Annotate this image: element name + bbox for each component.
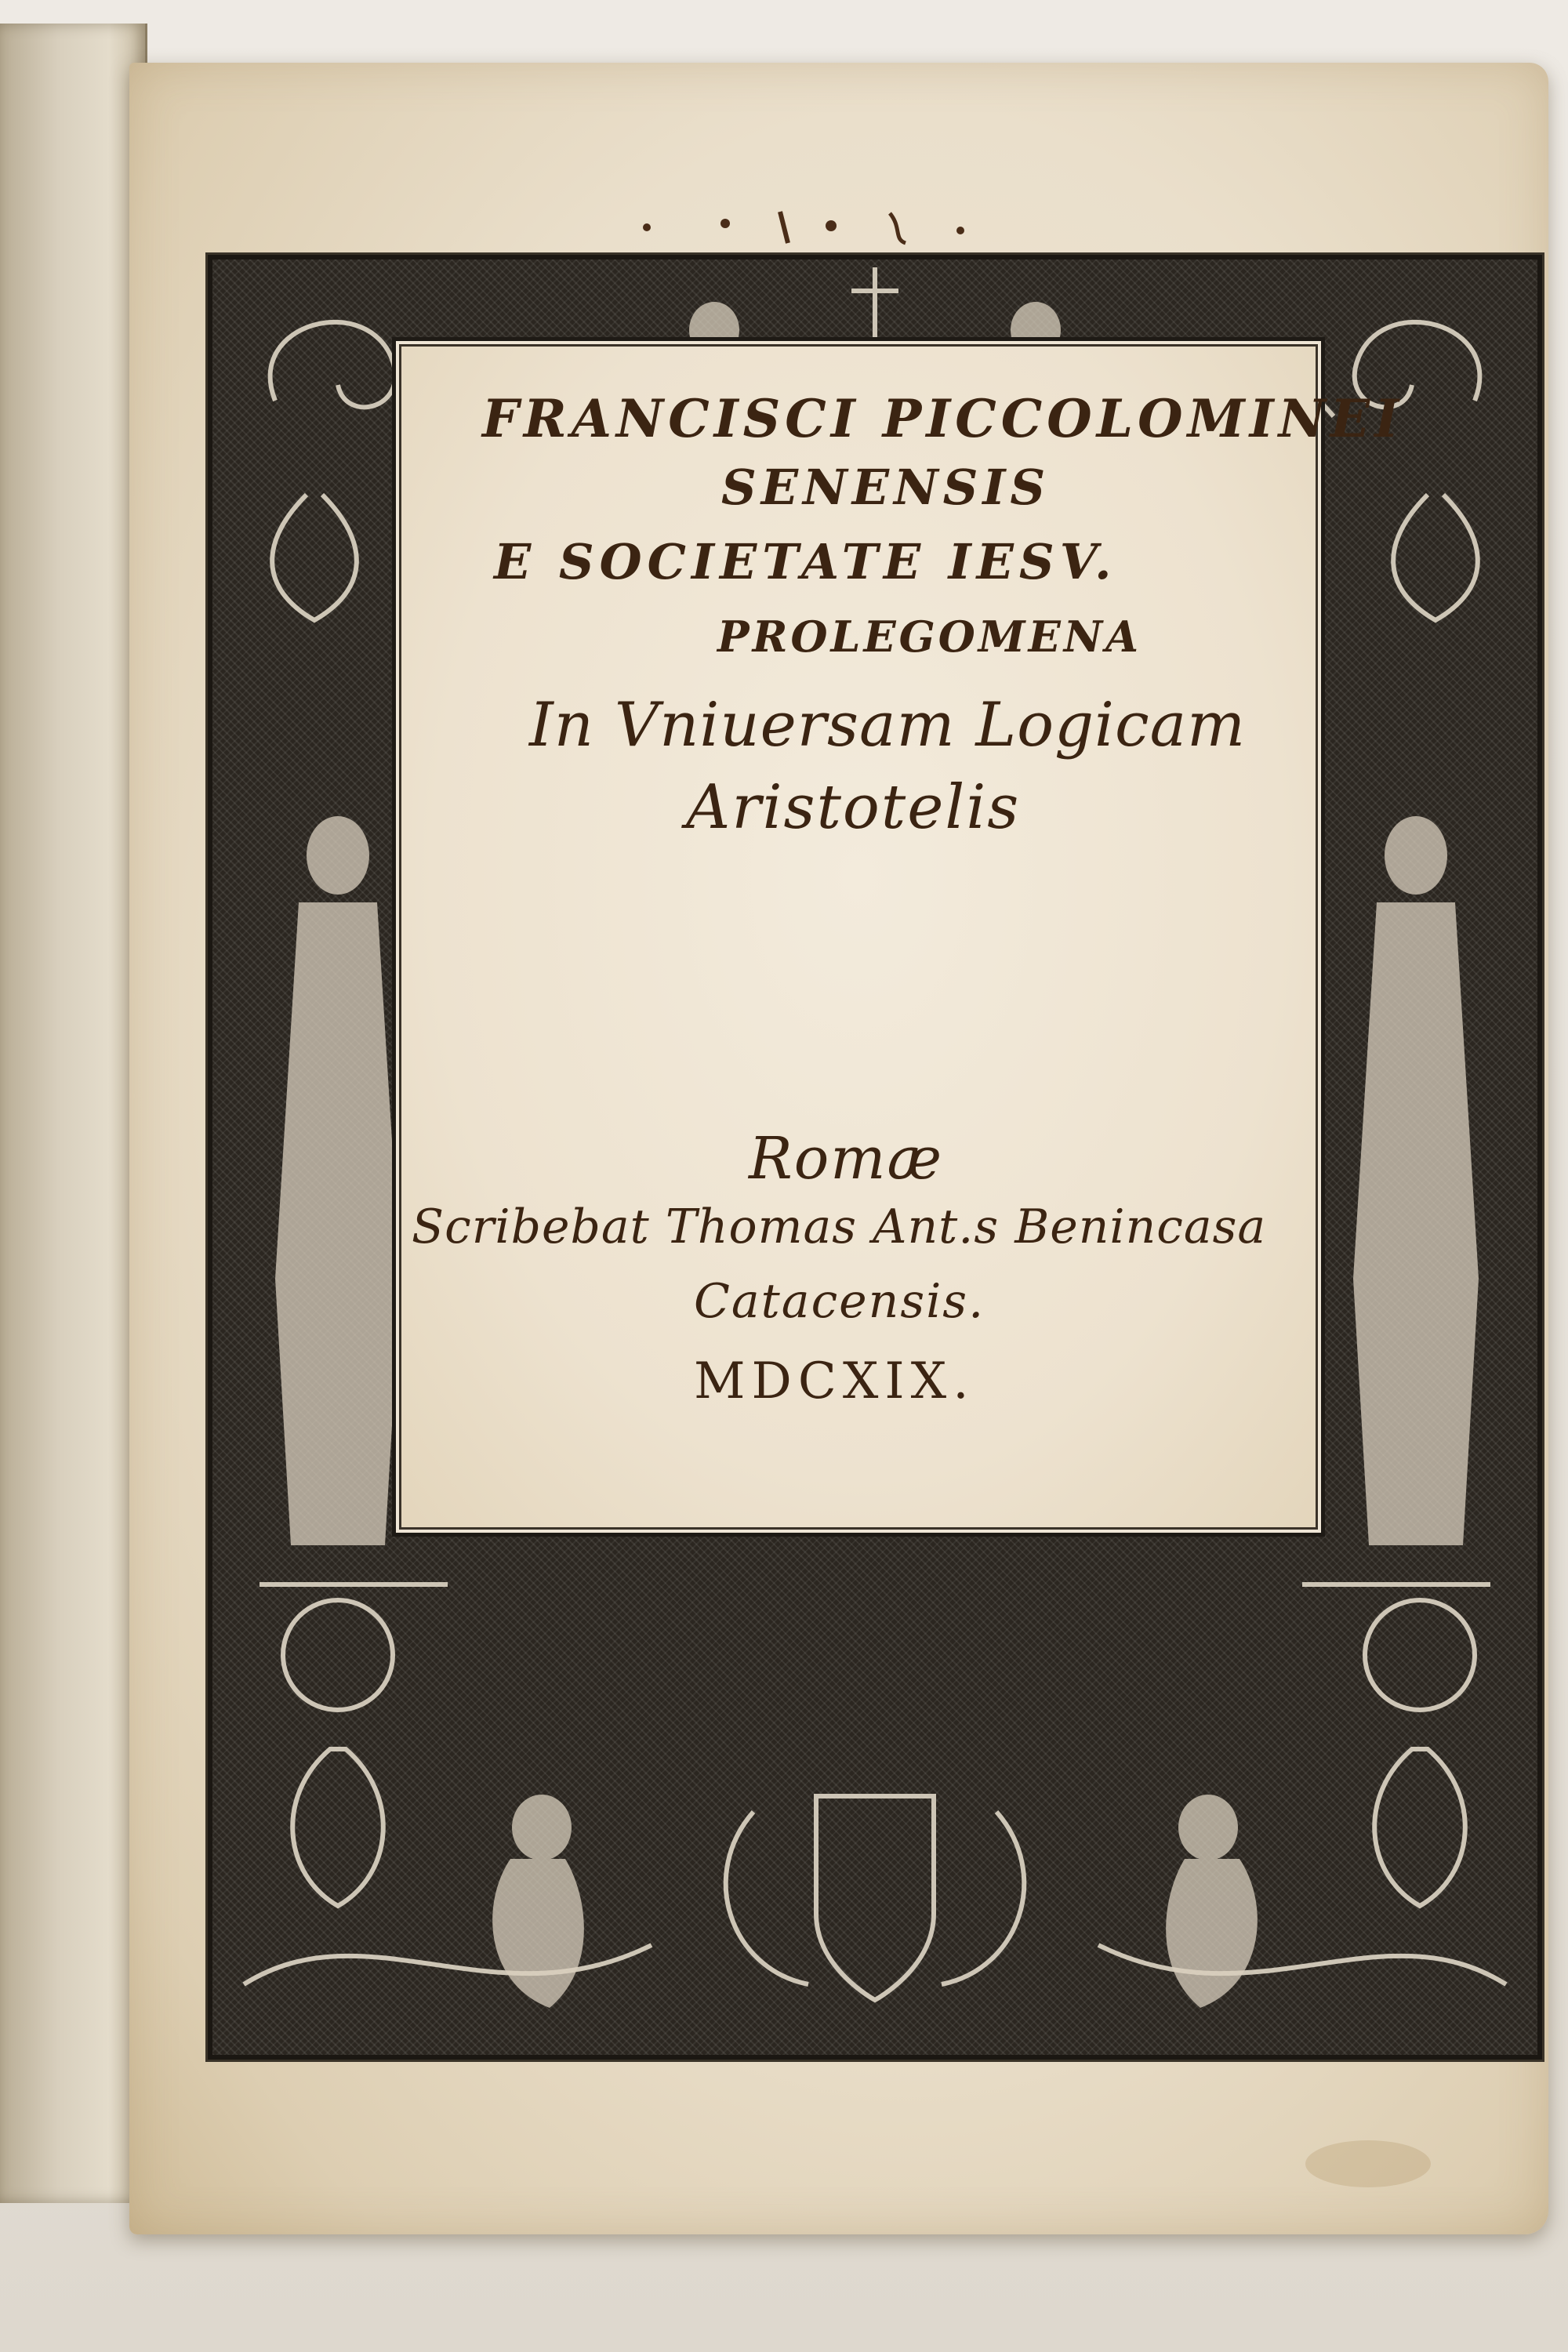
ink-blots: [631, 204, 992, 251]
order-line: E SOCIETATE IESV.: [494, 533, 1117, 590]
foxing-stain: [1305, 2140, 1431, 2187]
author-line: FRANCISCI PICCOLOMINEI: [482, 388, 1404, 449]
work-title: PROLEGOMENA: [717, 612, 1142, 662]
scribe-origin-line: Catacensis.: [694, 1274, 985, 1329]
title-cartouche: [392, 337, 1404, 1537]
place-line: Romæ: [749, 1125, 943, 1192]
subtitle-line-1: In Vniuersam Logicam: [529, 690, 1247, 760]
scribe-line: Scribebat Thomas Ant.s Benincasa: [412, 1200, 1267, 1254]
title-page: [129, 63, 1548, 2234]
handwritten-title: [396, 341, 1404, 1533]
left-facing-page-edge: [0, 24, 147, 2203]
origin-line: SENENSIS: [721, 459, 1051, 516]
year-line: MDCXIX.: [694, 1352, 975, 1410]
subtitle-line-2: Aristotelis: [686, 772, 1021, 843]
